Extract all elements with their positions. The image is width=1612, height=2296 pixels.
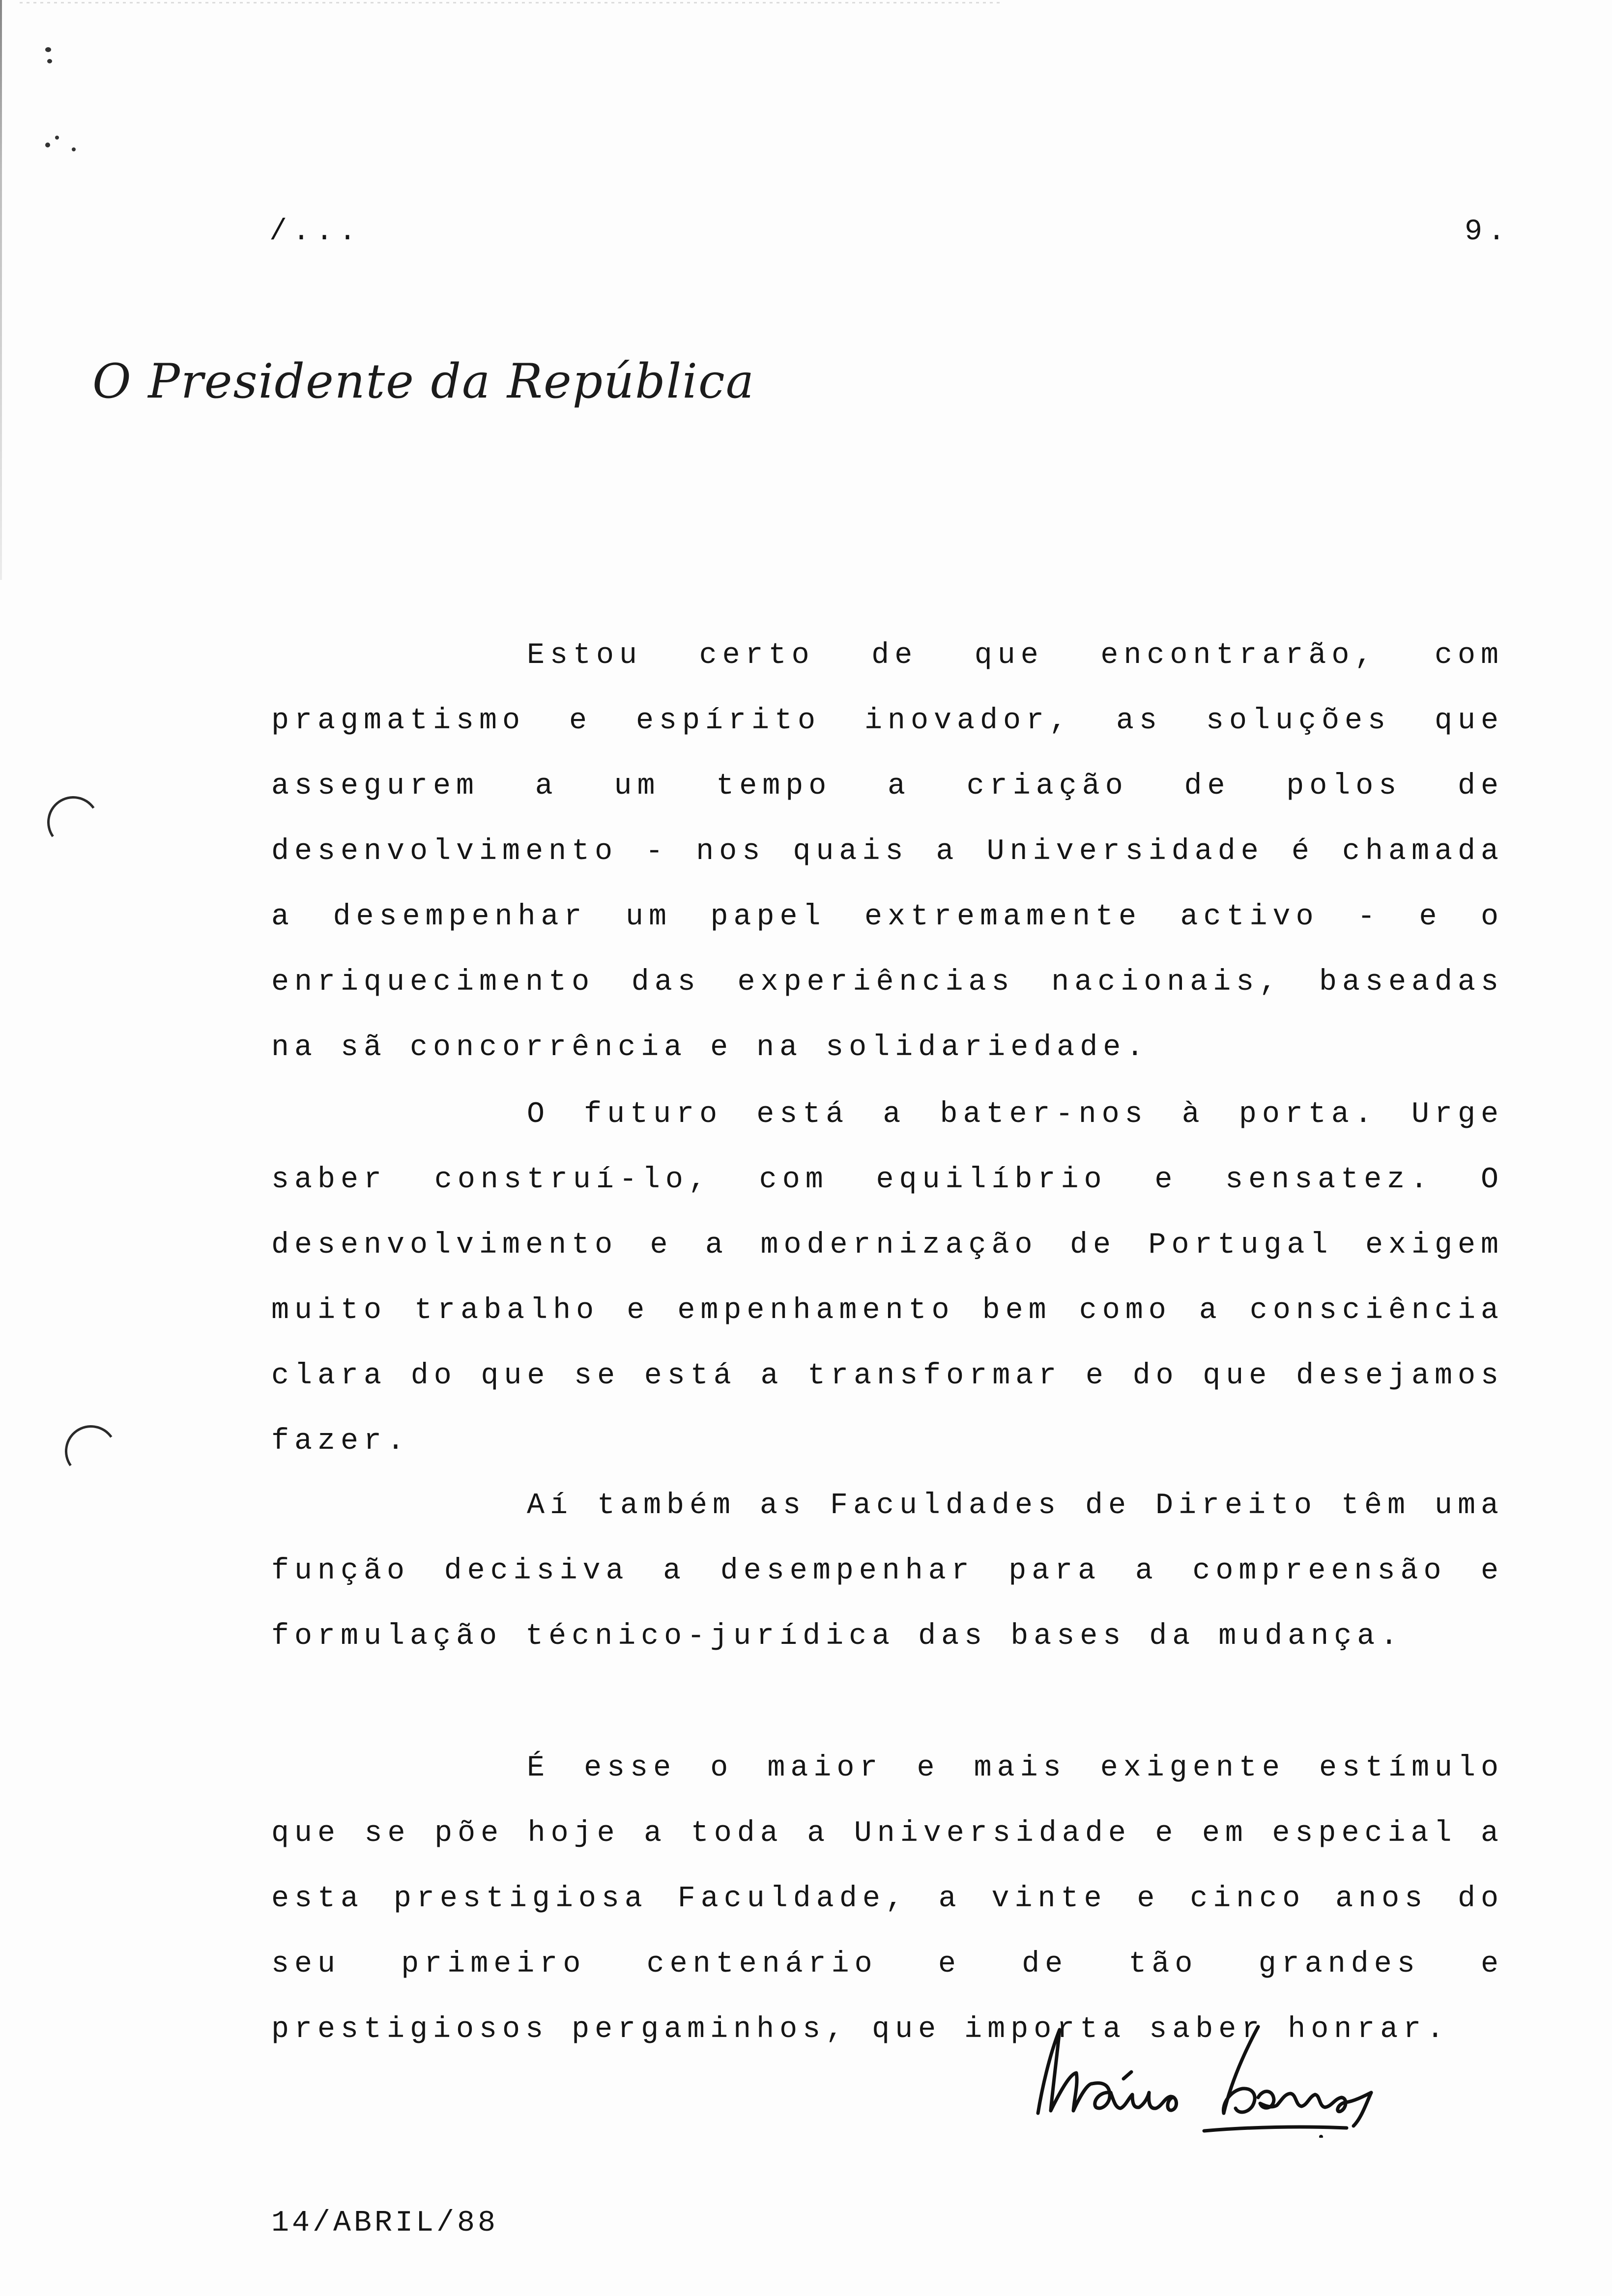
body-paragraph: O futuro está a bater-nos à porta. Urge saber construí-lo, com equilíbrio e sensatez. O desenvolvimento e a modernização de Portugal exigem muito trabalho e empenhamento bem como a consciência clara do que se está a transformar e do que desejamos fazer. <box>271 1098 1504 1458</box>
scan-speck <box>45 143 50 147</box>
punch-hole-mark <box>61 1421 121 1482</box>
scan-edge <box>0 0 2 580</box>
scan-speck <box>45 47 51 52</box>
scan-speck <box>47 59 52 63</box>
document-date: 14/ABRIL/88 <box>271 2207 499 2240</box>
scan-speck <box>72 147 76 151</box>
punch-hole-mark <box>43 792 104 853</box>
letterhead-title: O Presidente da República <box>92 354 755 409</box>
body-paragraph: É esse o maior e mais exigente estímulo que se põe hoje a toda a Universidade e em especial a esta prestigiosa Faculdade, a vinte e cinco anos do seu primeiro centenário e de tão grandes e prestigiosos pergaminhos, que importa saber honrar. <box>271 1751 1504 2046</box>
body-paragraph: Estou certo de que encontrarão, com pragmatismo e espírito inovador, as soluções que assegurem a um tempo a criação de polos de desenvolvimento - nos quais a Universidade é chamada a desempenhar um papel extremamente activo - e o enriquecimento das experiências nacionais, baseadas na sã concorrência e na solidariedade. <box>271 639 1504 1064</box>
continuation-reference: /... <box>269 215 362 249</box>
scan-speck <box>55 136 59 140</box>
body-paragraph: Aí também as Faculdades de Direito têm uma função decisiva a desempenhar para a compreensão e formulação técnico-jurídica das bases da mudança. <box>271 1489 1504 1653</box>
handwritten-signature <box>1027 2010 1401 2138</box>
scan-top-edge <box>20 2 1003 3</box>
page-number: 9. <box>1465 215 1511 249</box>
